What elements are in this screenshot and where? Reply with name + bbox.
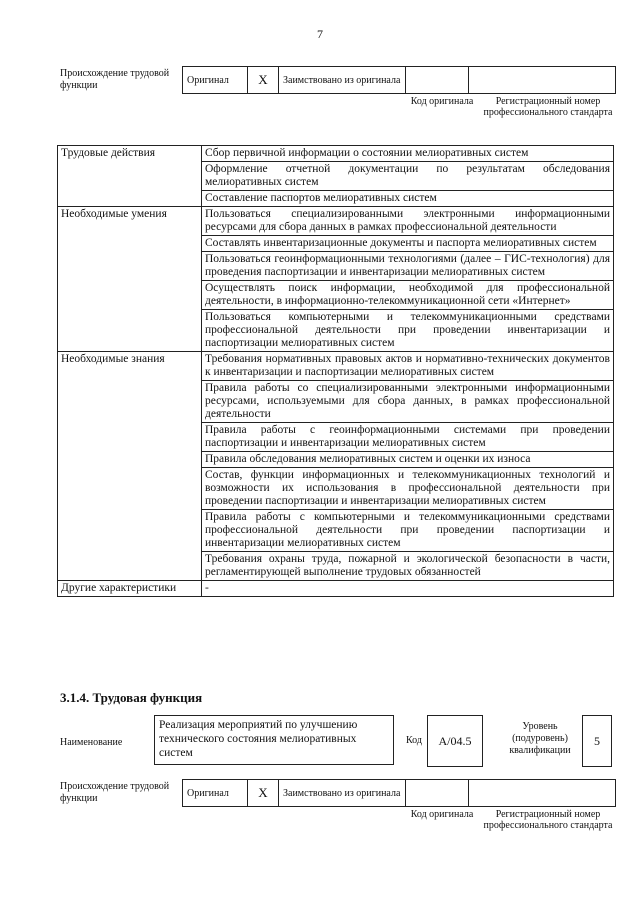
labor-function-table bbox=[57, 145, 614, 597]
row-item: Требования нормативных правовых актов и нормативно-технических документов к инвентаризации и паспортизации мелиоративных систем bbox=[202, 352, 614, 381]
reg-number-cell bbox=[469, 67, 616, 94]
function-name-block bbox=[60, 715, 620, 775]
row-item: Составление паспортов мелиоративных систем bbox=[202, 191, 614, 207]
origin-block-top bbox=[60, 66, 620, 131]
row-item: Пользоваться компьютерными и телекоммуникационными средствами профессиональной деятельности при проведении инвентаризации и паспортизации мелиоративных систем bbox=[202, 310, 614, 352]
table-row bbox=[58, 581, 614, 597]
row-header: Необходимые умения bbox=[58, 207, 202, 352]
row-item: - bbox=[202, 581, 614, 597]
row-header: Другие характеристики bbox=[58, 581, 202, 597]
table-row bbox=[58, 146, 614, 162]
original-mark: X bbox=[248, 780, 279, 807]
borrowed-cell: Заимствовано из оригинала bbox=[279, 67, 406, 94]
borrowed-cell: Заимствовано из оригинала bbox=[279, 780, 406, 807]
row-item: Требования охраны труда, пожарной и экологической безопасности в части, регламентирующей выполнение трудовых обязанностей bbox=[202, 552, 614, 581]
reg-number-cell bbox=[469, 780, 616, 807]
row-item: Составлять инвентаризационные документы и паспорта мелиоративных систем bbox=[202, 236, 614, 252]
level-label: Уровень (подуровень) квалификации bbox=[509, 721, 571, 756]
table-row bbox=[58, 207, 614, 236]
origin-table bbox=[182, 66, 616, 94]
origin-table bbox=[182, 779, 616, 807]
function-name-value: Реализация мероприятий по улучшению технического состояния мелиоративных систем bbox=[154, 715, 394, 765]
code-cell bbox=[406, 780, 469, 807]
section-title: 3.1.4. Трудовая функция bbox=[60, 690, 203, 705]
row-item: Пользоваться специализированными электронными информационными ресурсами для сбора данных в рамках профессиональной деятельности bbox=[202, 207, 614, 236]
row-item: Осуществлять поиск информации, необходимой для профессиональной деятельности, в информационно-телекоммуникационной сети «Интернет» bbox=[202, 281, 614, 310]
reg-caption: Регистрационный номер профессионального стандарта bbox=[483, 809, 613, 831]
row-header: Необходимые знания bbox=[58, 352, 202, 581]
name-label: Наименование bbox=[60, 737, 123, 748]
original-cell: Оригинал bbox=[183, 780, 248, 807]
origin-label: Происхождение трудовой функции bbox=[60, 68, 170, 91]
row-item: Правила работы с геоинформационными системами при проведении паспортизации и инвентаризации мелиоративных систем bbox=[202, 423, 614, 452]
row-item: Сбор первичной информации о состоянии мелиоративных систем bbox=[202, 146, 614, 162]
row-item: Оформление отчетной документации по результатам обследования мелиоративных систем bbox=[202, 162, 614, 191]
original-cell: Оригинал bbox=[183, 67, 248, 94]
row-item: Правила работы с компьютерными и телекоммуникационными средствами профессиональной деятельности при проведении паспортизации и инвентаризации мелиоративных систем bbox=[202, 510, 614, 552]
code-caption: Код оригинала bbox=[410, 96, 474, 107]
level-value: 5 bbox=[582, 715, 612, 767]
row-item: Состав, функции информационных и телекоммуникационных технологий и возможности их использования в профессиональной деятельности при проведении паспортизации и инвентаризации мелиоративных систем bbox=[202, 468, 614, 510]
origin-block-bottom bbox=[60, 779, 620, 844]
code-label: Код bbox=[406, 735, 422, 746]
table-row bbox=[58, 352, 614, 381]
code-cell bbox=[406, 67, 469, 94]
row-item: Правила обследования мелиоративных систем и оценки их износа bbox=[202, 452, 614, 468]
row-item: Правила работы со специализированными электронными информационными ресурсами, используемыми для сбора данных, в рамках профессиональной деятельности bbox=[202, 381, 614, 423]
page-number: 7 bbox=[317, 27, 323, 41]
original-mark: X bbox=[248, 67, 279, 94]
row-item: Пользоваться геоинформационными технологиями (далее – ГИС-технология) для проведения паспортизации и инвентаризации мелиоративных систем bbox=[202, 252, 614, 281]
code-caption: Код оригинала bbox=[410, 809, 474, 820]
row-header: Трудовые действия bbox=[58, 146, 202, 207]
reg-caption: Регистрационный номер профессионального стандарта bbox=[483, 96, 613, 118]
origin-label: Происхождение трудовой функции bbox=[60, 781, 170, 804]
function-code-value: А/04.5 bbox=[427, 715, 483, 767]
